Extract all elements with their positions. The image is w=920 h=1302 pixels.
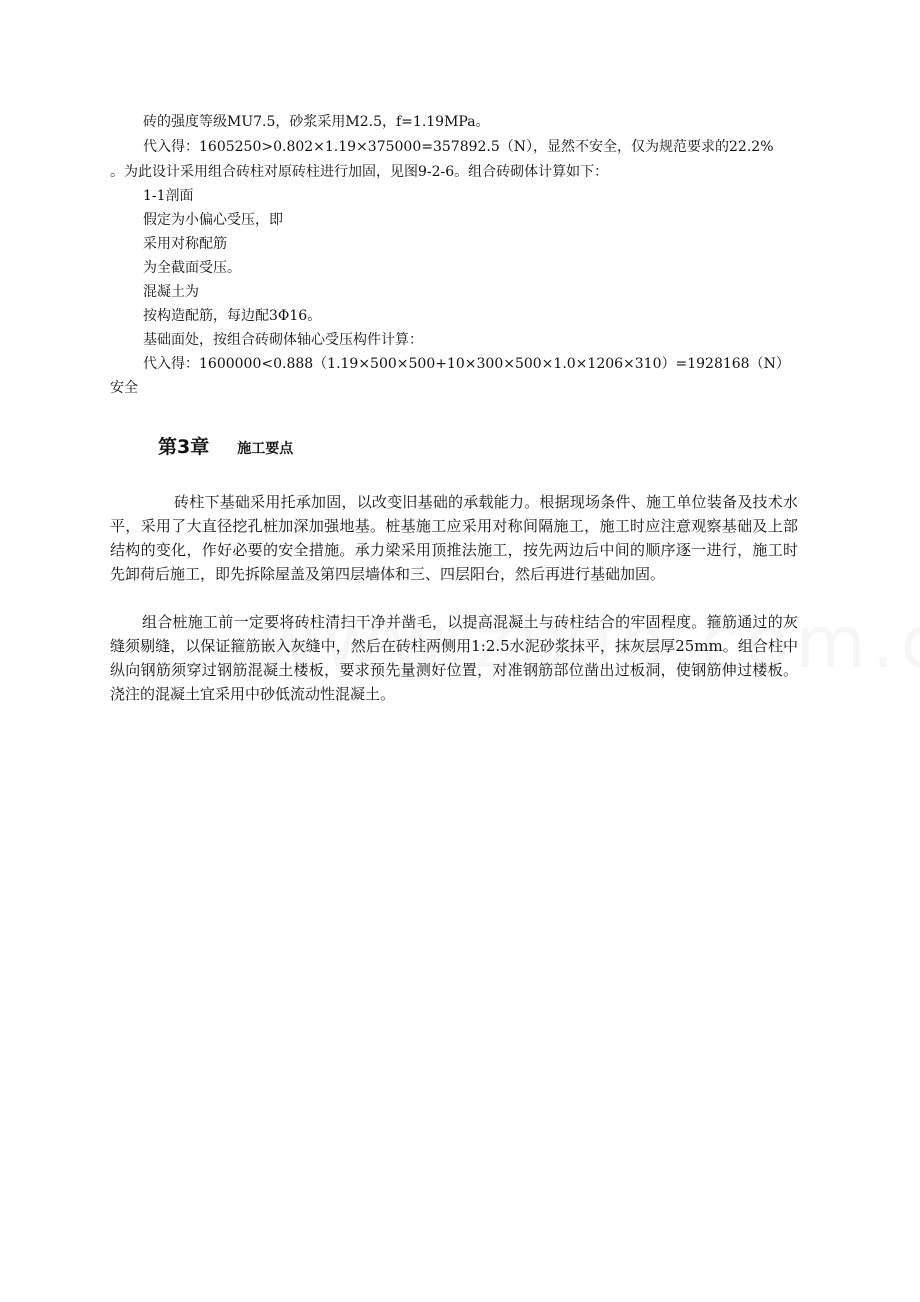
text-line-construction-rebar: 按构造配筋，每边配3Φ16。 — [143, 308, 322, 324]
paragraph-composite-column: 组合桩施工前一定要将砖柱清扫干净并凿毛，以提高混凝土与砖柱结合的牢固程度。箍筋通过的灰缝须剔缝，以保证箍筋嵌入灰缝中，然后在砖柱两侧用1:2.5水泥砂浆抹平，抹灰层厚25mm。组合柱中纵向钢筋须穿过钢筋混凝土楼板，要求预先量测好位置，对准钢筋部位凿出过板洞，使钢筋伸过楼板。浇注的混凝土宜采用中砂低流动性混凝土。 — [110, 613, 798, 703]
paragraph-foundation-reinforcement: 砖柱下基础采用托承加固，以改变旧基础的承载能力。根据现场条件、施工单位装备及技术水平，采用了大直径挖孔桩加深加强地基。桩基施工应采用对称间隔施工，施工时应注意观察基础及上部结构的变化，作好必要的安全措施。承力梁采用顶推法施工，按先两边后中间的顺序逐一进行，施工时先卸荷后施工，即先拆除屋盖及第四层墙体和三、四层阳台，然后再进行基础加固。 — [110, 493, 798, 583]
text-line-concrete: 混凝土为 — [143, 284, 199, 300]
text-line-full-section: 为全截面受压。 — [143, 260, 241, 276]
text-line-foundation-surface: 基础面处，按组合砖砌体轴心受压构件计算： — [143, 332, 423, 348]
text-line-section-1-1: 1-1剖面 — [143, 188, 194, 204]
text-line-symmetric-rebar: 采用对称配筋 — [143, 236, 227, 252]
chapter-title: 施工要点 — [237, 441, 294, 457]
text-line-strength-grade: 砖的强度等级MU7.5，砂浆采用M2.5，f=1.19MPa。 — [143, 114, 490, 130]
chapter-heading — [158, 432, 293, 459]
text-line-safe: 安全 — [110, 380, 138, 396]
text-line-reinforcement-design: 。为此设计采用组合砖柱对原砖柱进行加固，见图9-2-6。组合砖砌体计算如下： — [110, 164, 609, 180]
text-line-substitution-2: 代入得：1600000<0.888（1.19×500×500+10×300×500×1.0×1206×310）=1928168（N） — [143, 356, 790, 372]
chapter-number: 第3章 — [158, 436, 210, 458]
text-line-substitution-1: 代入得：1605250>0.802×1.19×375000=357892.5（N），显然不安全，仅为规范要求的22.2% — [143, 139, 774, 155]
text-line-small-eccentric: 假定为小偏心受压，即 — [143, 212, 283, 228]
